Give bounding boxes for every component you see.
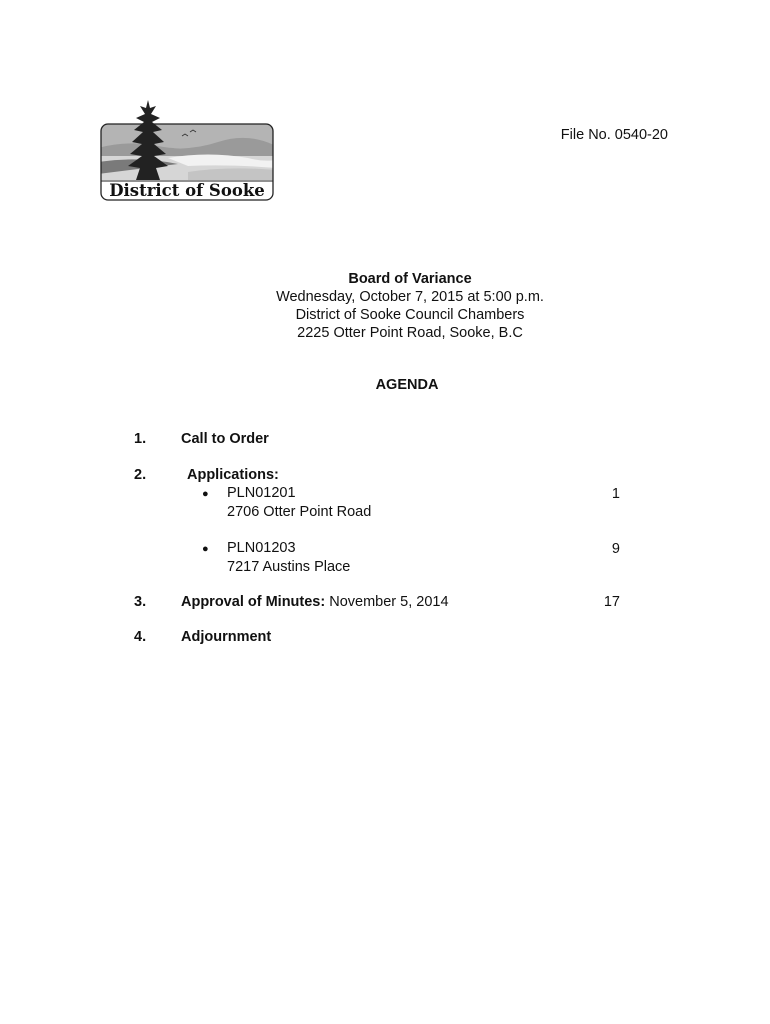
application-address: 7217 Austins Place	[227, 559, 351, 575]
item-number: 3.	[134, 594, 147, 610]
application-code: PLN01201	[227, 485, 296, 501]
item-label: Approval of Minutes:	[181, 594, 326, 610]
page-number: 1	[611, 486, 620, 502]
item-number: 1.	[134, 431, 147, 447]
agenda-title: AGENDA	[375, 377, 439, 393]
meeting-address: 2225 Otter Point Road, Sooke, B.C	[297, 325, 523, 341]
application-code: PLN01203	[227, 540, 296, 556]
application-address: 2706 Otter Point Road	[227, 504, 372, 520]
item-applications: Applications:	[187, 467, 279, 483]
item-detail: November 5, 2014	[325, 594, 449, 610]
page-number: 9	[611, 541, 620, 557]
page-number: 17	[603, 594, 620, 610]
logo-text: District of Sooke	[109, 181, 265, 200]
meeting-venue: District of Sooke Council Chambers	[295, 307, 525, 323]
item-call-to-order: Call to Order	[181, 431, 269, 447]
meeting-header	[200, 270, 620, 342]
item-number: 4.	[134, 629, 147, 645]
bullet-icon: ●	[202, 488, 209, 500]
item-number: 2.	[134, 467, 147, 483]
file-number: File No. 0540-20	[560, 127, 668, 143]
item-adjournment: Adjournment	[181, 629, 272, 645]
bullet-icon: ●	[202, 543, 209, 555]
district-of-sooke-logo	[98, 96, 276, 202]
meeting-date: Wednesday, October 7, 2015 at 5:00 p.m.	[276, 289, 544, 305]
meeting-title: Board of Variance	[348, 271, 472, 287]
item-approval-of-minutes	[181, 594, 449, 610]
